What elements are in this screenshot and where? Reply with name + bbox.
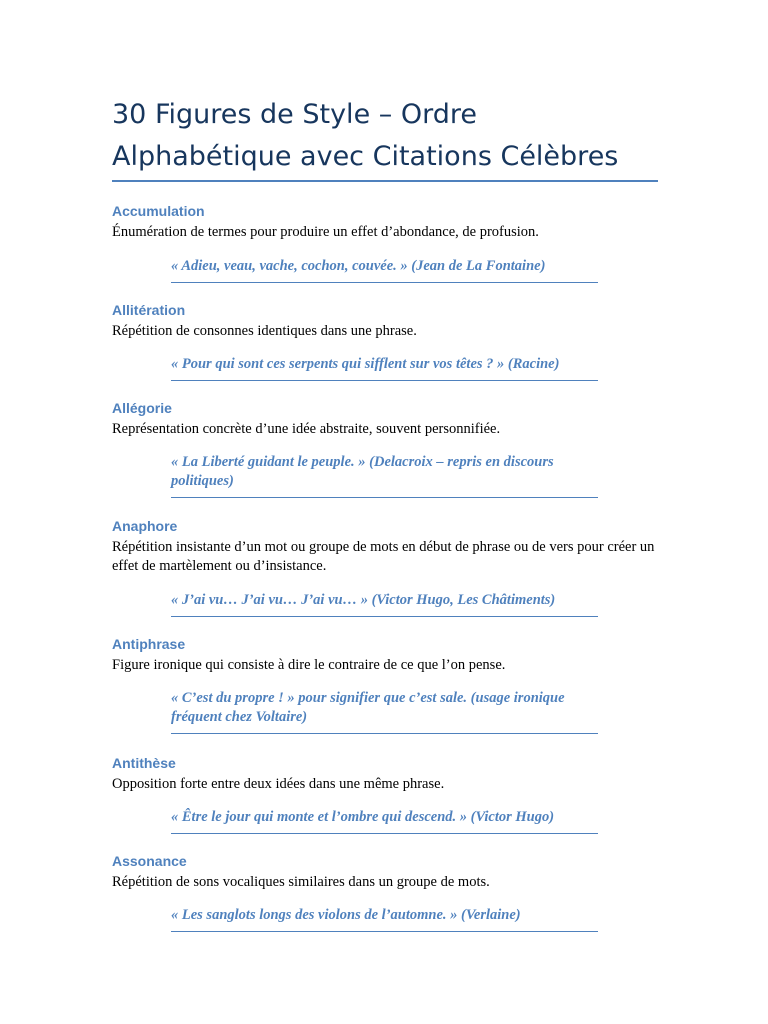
figure-name: Antithèse — [112, 755, 176, 771]
title-line-2: Alphabétique avec Citations Célèbres — [112, 141, 619, 172]
figure-quote: « Les sanglots longs des violons de l’automne. » (Verlaine) — [171, 906, 598, 932]
figure-entry-allegorie — [112, 399, 662, 489]
figure-entry-anaphore — [112, 517, 662, 608]
figure-name: Allégorie — [112, 400, 172, 416]
figure-definition: Répétition insistante d’un mot ou groupe de mots en début de phrase ou de vers pour créer un effet de martèlement ou d’insistance. — [112, 539, 655, 574]
figure-quote: « Pour qui sont ces serpents qui sifflent sur vos têtes ? » (Racine) — [171, 355, 598, 381]
figure-entry-alliteration — [112, 301, 662, 372]
figure-quote: « Adieu, veau, vache, cochon, couvée. » (Jean de La Fontaine) — [171, 257, 598, 283]
figure-entry-assonance — [112, 852, 662, 923]
figure-quote: « C’est du propre ! » pour signifier que c’est sale. (usage ironique fréquent chez Voltaire) — [171, 689, 598, 734]
figure-quote: « J’ai vu… J’ai vu… J’ai vu… » (Victor Hugo, Les Châtiments) — [171, 591, 598, 617]
figure-name: Anaphore — [112, 518, 178, 534]
title-line-1: 30 Figures de Style – Ordre — [112, 99, 477, 130]
figure-definition: Énumération de termes pour produire un effet d’abondance, de profusion. — [112, 224, 539, 240]
figure-quote: « Être le jour qui monte et l’ombre qui descend. » (Victor Hugo) — [171, 808, 598, 834]
figure-definition: Figure ironique qui consiste à dire le contraire de ce que l’on pense. — [112, 657, 506, 673]
figure-definition: Représentation concrète d’une idée abstraite, souvent personnifiée. — [112, 421, 501, 437]
figure-definition: Répétition de sons vocaliques similaires dans un groupe de mots. — [112, 874, 490, 890]
figure-definition: Répétition de consonnes identiques dans une phrase. — [112, 323, 417, 339]
figure-definition: Opposition forte entre deux idées dans une même phrase. — [112, 776, 445, 792]
figure-entry-accumulation — [112, 202, 662, 274]
figure-name: Allitération — [112, 302, 186, 318]
figure-quote: « La Liberté guidant le peuple. » (Delacroix – repris en discours politiques) — [171, 453, 598, 498]
figure-name: Assonance — [112, 853, 187, 869]
document-title — [112, 94, 672, 178]
title-underline — [112, 180, 658, 182]
figure-entry-antithese — [112, 754, 662, 825]
figure-name: Accumulation — [112, 203, 205, 219]
figure-name: Antiphrase — [112, 636, 186, 652]
figure-entry-antiphrase — [112, 635, 662, 725]
